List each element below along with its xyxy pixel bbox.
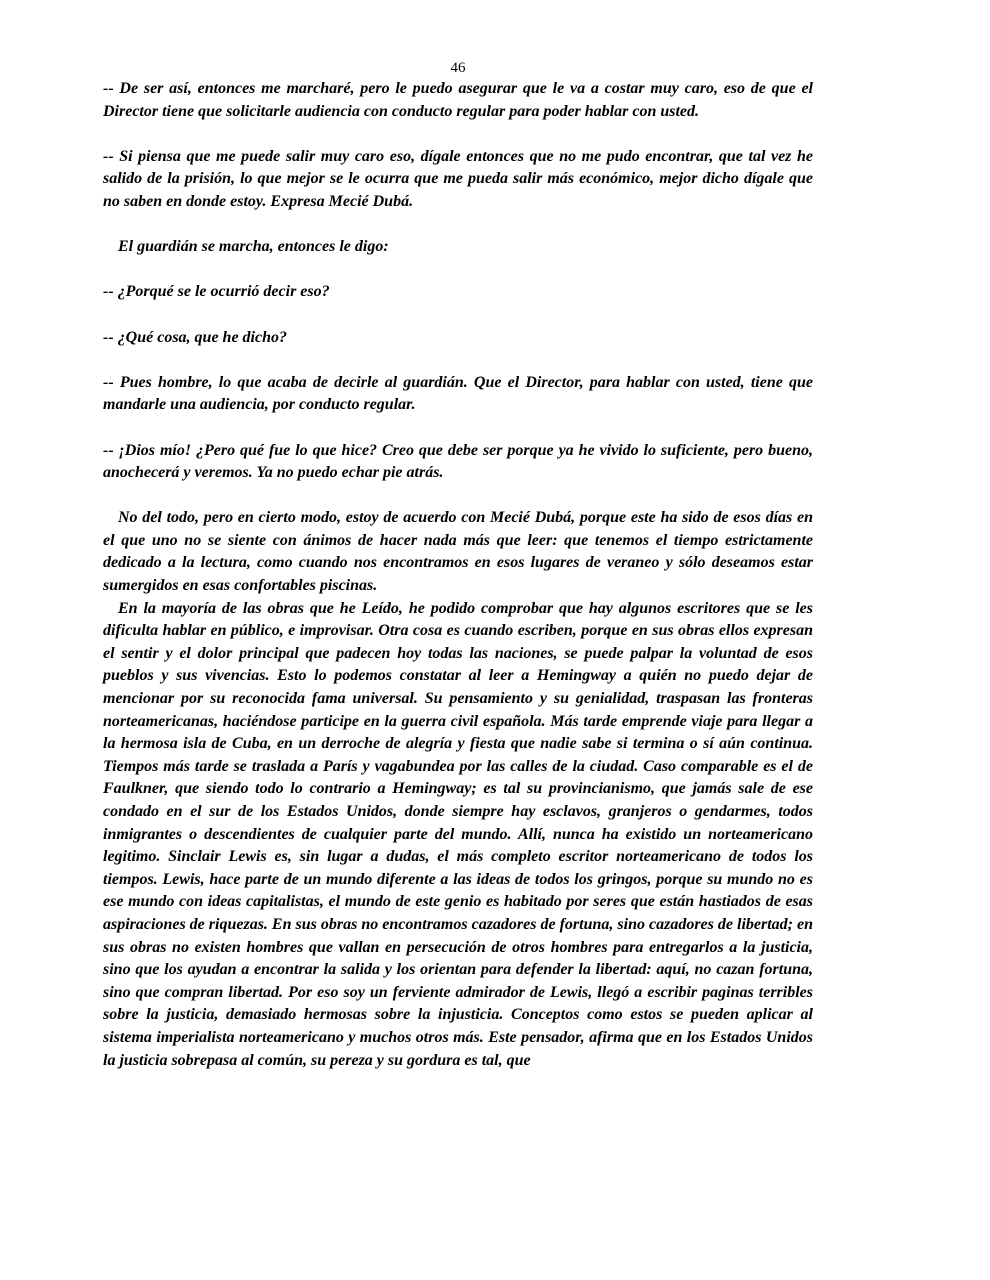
dialogue-paragraph-5: -- Pues hombre, lo que acaba de decirle al guardián. Que el Director, para hablar con usted, tiene que mandarle una audiencia, por conducto regular. (103, 373, 813, 414)
page-number: 46 (450, 60, 466, 76)
page-body (103, 78, 813, 1072)
narration-paragraph-2: No del todo, pero en cierto modo, estoy de acuerdo con Mecié Dubá, porque este ha sido de esos días en el que uno no se siente con ánimos de hacer nada más que leer: que tenemos el tiempo estrictamente dedicado a la lectura, como cuando nos encontramos en esos lugares de veraneo y sólo deseamos estar sumergidos en esas confortables piscinas. (103, 509, 813, 595)
dialogue-paragraph-3: -- ¿Porqué se le ocurrió decir eso? (103, 283, 330, 301)
dialogue-paragraph-1: -- De ser así, entonces me marcharé, pero le puedo asegurar que le va a costar muy caro, eso de que el Director tiene que solicitarle audiencia con conducto regular para poder hablar con usted. (103, 80, 813, 120)
narration-paragraph-3: En la mayoría de las obras que he Leído, he podido comprobar que hay algunos escritores que se les dificulta hablar en público, e improvisar. Otra cosa es cuando escriben, porque en sus obras ellos expresan el sentir y el dolor principal que padecen hoy todas las naciones, se puede palpar la voluntad de esos pueblos y sus vivencias. Esto lo podemos constatar al leer a Hemingway a quién no puedo dejar de mencionar por su reconocida fama universal. Su pensamiento y su genialidad, traspasan las fronteras norteamericanas, haciéndose participe en la guerra civil española. Más tarde emprende viaje para llegar a la hermosa isla de Cuba, en un derroche de alegría y fiesta que nadie sabe si termina o sí aún continua. Tiempos más tarde se traslada a París y vagabundea por las calles de la ciudad. Caso comparable es el de Faulkner, que siendo todo lo contrario a Hemingway; es tal su provincianismo, que jamás sale de ese condado en el sur de los Estados Unidos, donde siempre hay esclavos, granjeros o gendarmes, todos inmigrantes o descendientes de cualquier parte del mundo. Allí, nunca ha existido un norteamericano legitimo. Sinclair Lewis es, sin lugar a dudas, el más completo escritor norteamericano de todos los tiempos. Lewis, hace parte de un mundo diferente a las ideas de todos los gringos, porque su mundo no es ese mundo con ideas capitalistas, el mundo de este genio es habitado por seres que están hastiados de esas aspiraciones de riquezas. En sus obras no encontramos cazadores de fortuna, sino cazadores de libertad; en sus obras no existen hombres que vallan en persecución de otros hombres para entregarlos a la justicia, sino que los ayudan a encontrar la salida y los orientan para defender la libertad: aquí, no cazan fortuna, sino que compran libertad. Por eso soy un ferviente admirador de Lewis, llegó a escribir paginas terribles sobre la justicia, demasiado hermosas sobre la injusticia. Conceptos como estos se pueden aplicar al sistema imperialista norteamericano y muchos otros más. Este pensador, afirma que en los Estados Unidos la justicia sobrepasa al común, su pereza y su gordura es tal, que (103, 599, 813, 1069)
narration-paragraph-1: El guardián se marcha, entonces le digo: (118, 238, 389, 256)
dialogue-paragraph-4: -- ¿Qué cosa, que he dicho? (103, 328, 287, 346)
dialogue-paragraph-2: -- Si piensa que me puede salir muy caro eso, dígale entonces que no me pudo encontrar, que tal vez he salido de la prisión, lo que mejor se le ocurra que me pueda salir más económico, mejor dicho dígale que no saben en donde estoy. Expresa Mecié Dubá. (103, 147, 813, 210)
dialogue-paragraph-6: -- ¡Dios mío! ¿Pero qué fue lo que hice? Creo que debe ser porque ya he vivido lo suficiente, pero bueno, anochecerá y veremos. Ya no puedo echar pie atrás. (103, 441, 813, 482)
